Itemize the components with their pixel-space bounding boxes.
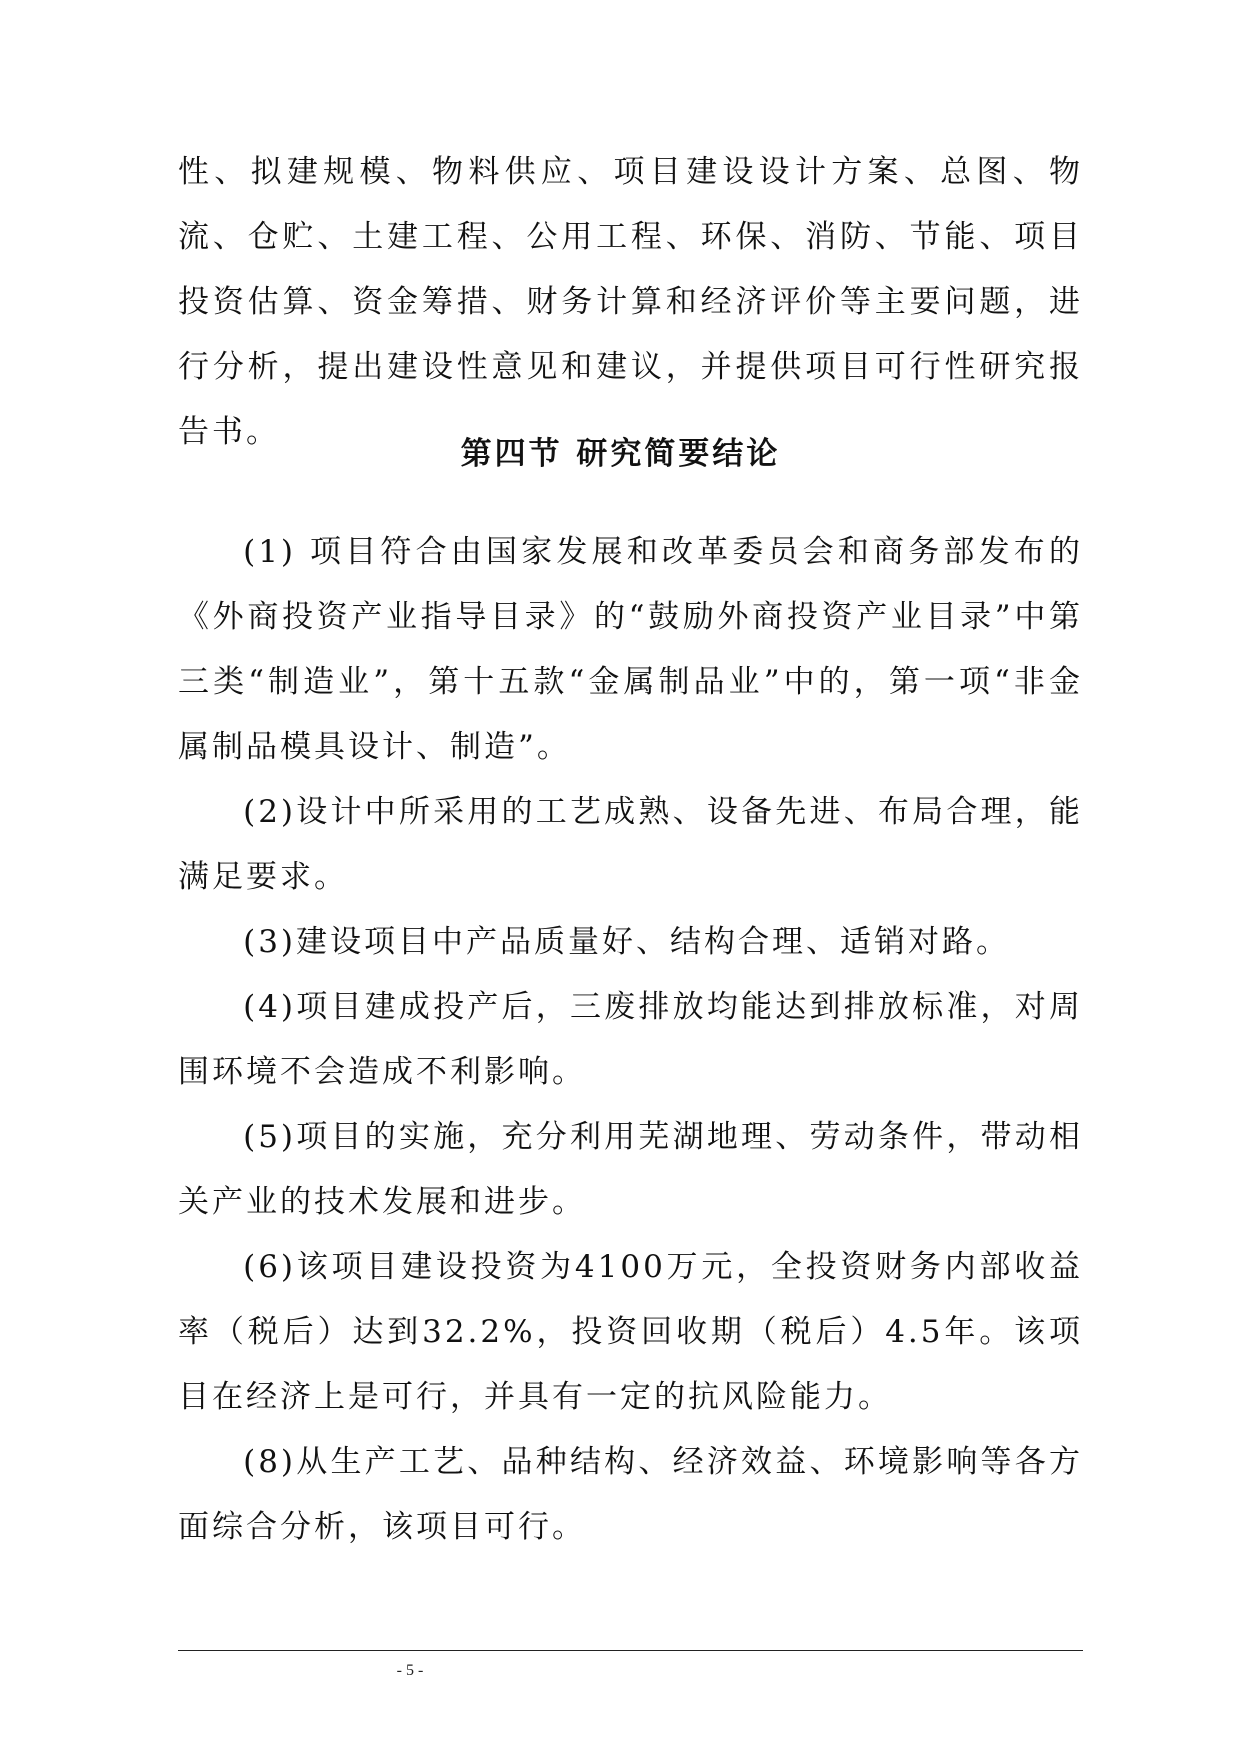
section-heading: 第四节 研究简要结论	[460, 436, 781, 472]
footer-divider	[178, 1650, 1083, 1651]
intro-paragraph: 性、拟建规模、物料供应、项目建设设计方案、总图、物流、仓贮、土建工程、公用工程、环保、消防、节能、项目投资估算、资金筹措、财务计算和经济评价等主要问题，进行分析，提出建设性意见和建议，并提供项目可行性研究报告书。	[178, 154, 1083, 450]
conclusions-list	[178, 520, 1083, 1560]
conclusion-item-5: (5)项目的实施，充分利用芜湖地理、劳动条件，带动相关产业的技术发展和进步。	[178, 1119, 1083, 1220]
intro-block	[178, 140, 1083, 465]
conclusion-item-2: (2)设计中所采用的工艺成熟、设备先进、布局合理，能满足要求。	[178, 794, 1083, 895]
conclusion-item-6: (6)该项目建设投资为4100万元，全投资财务内部收益率（税后）达到32.2%，投资回收期（税后）4.5年。该项目在经济上是可行，并具有一定的抗风险能力。	[178, 1249, 1083, 1415]
conclusion-item-1: (1) 项目符合由国家发展和改革委员会和商务部发布的《外商投资产业指导目录》的“鼓励外商投资产业目录”中第三类“制造业”，第十五款“金属制品业”中的，第一项“非金属制品模具设计、制造”。	[178, 534, 1083, 765]
page-number: - 5 -	[396, 1662, 424, 1679]
conclusion-item-4: (4)项目建成投产后，三废排放均能达到排放标准，对周围环境不会造成不利影响。	[178, 989, 1083, 1090]
conclusion-item-3: (3)建设项目中产品质量好、结构合理、适销对路。	[243, 924, 1011, 960]
conclusion-item-8: (8)从生产工艺、品种结构、经济效益、环境影响等各方面综合分析，该项目可行。	[178, 1444, 1083, 1545]
